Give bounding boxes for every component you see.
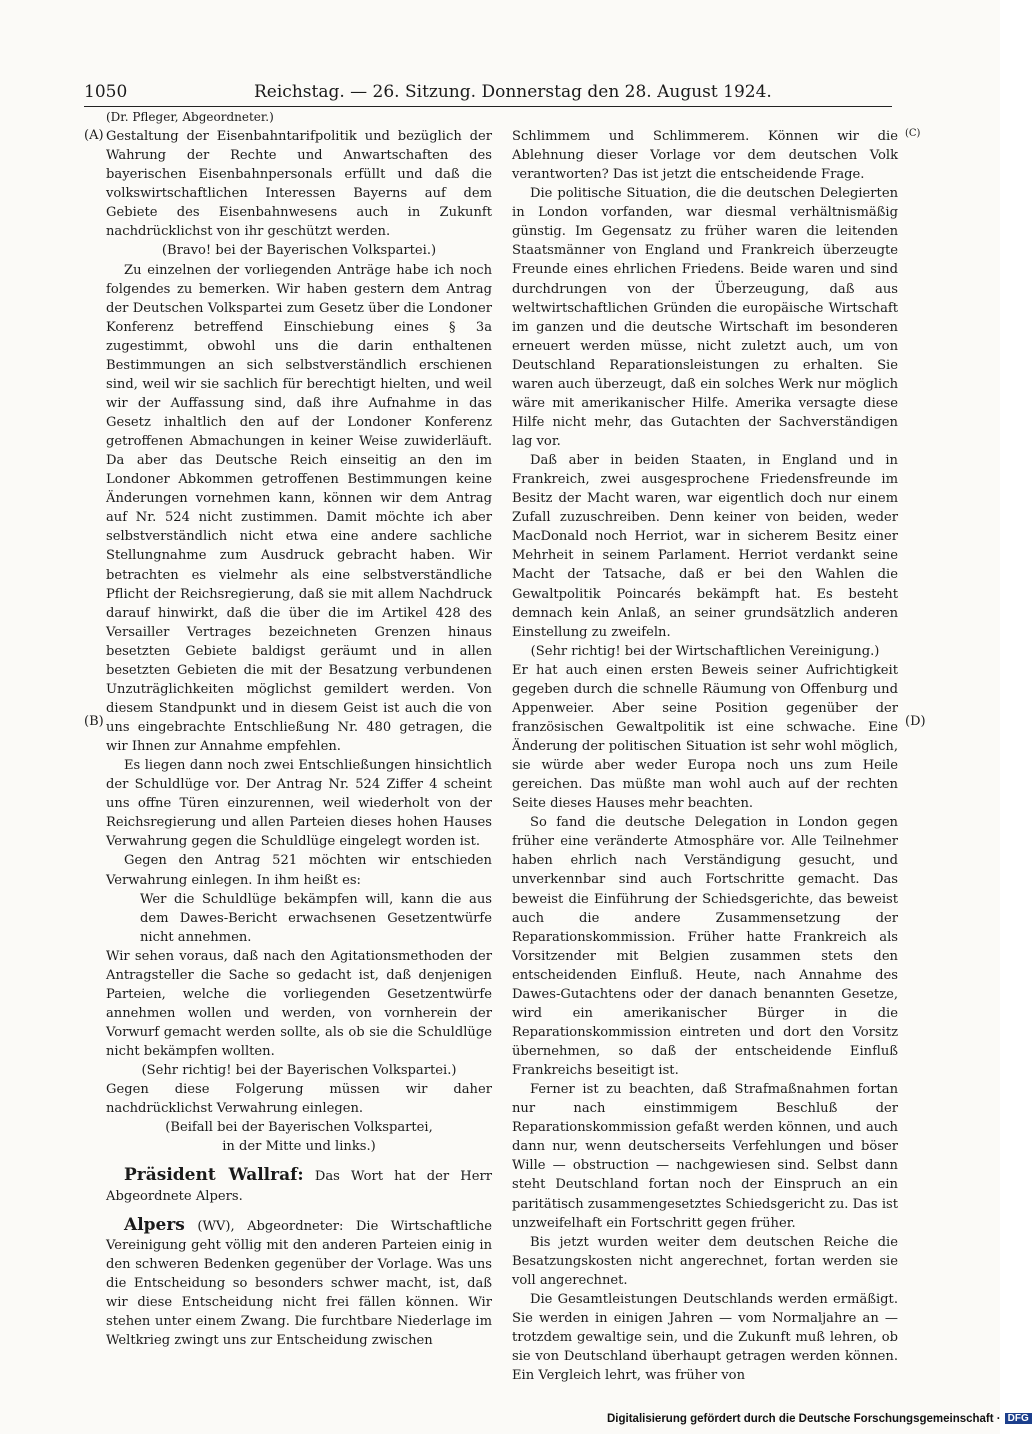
paragraph: Er hat auch einen ersten Beweis seiner Aufrichtigkeit gegeben durch die schnelle Räumung von Offenburg und Appenweier. Aber seine Position gegenüber der französischen Gewaltpolitik ist eine schwache. Eine Änderung der politischen Situation ist sehr wohl möglich, sie würde aber weder Europa noch uns zum Heile gereichen. Das müßte man wohl auch auf der rechten Seite dieses Hauses mehr beachten. bbox=[512, 662, 898, 812]
paragraph: Wir sehen voraus, daß nach den Agitationsmethoden der Antragsteller die Sache so gedacht ist, daß denjenigen Parteien, welche die vorliegenden Gesetzentwürfe annehmen wollen und werden, von vornherein der Vorwurf gemacht werden sollte, als ob sie die Schuldlüge nicht bekämpfen wollten. bbox=[106, 948, 492, 1060]
reaction: (Bravo! bei der Bayerischen Volkspartei.) bbox=[161, 243, 437, 259]
paragraph: Schlimmem und Schlimmerem. Können wir die Ablehnung dieser Vorlage vor dem deutschen Volk verantworten? Das ist jetzt die entscheidende Frage. bbox=[512, 129, 898, 183]
paragraph: Ferner ist zu beachten, daß Strafmaßnahmen fortan nur nach einstimmigem Beschluß der Reparationskommission gefaßt werden können, und auch dann nur, wenn deutscherseits Verfehlungen und böser Wille — obstruction — nachgewiesen sind. Selbst dann steht Deutschland fortan noch der Einspruch an ein paritätisch zusammengesetztes Schiedsgericht zu. Das ist unzweifelhaft ein Fortschritt gegen früher. bbox=[512, 1082, 898, 1231]
paragraph: Gegen den Antrag 521 möchten wir entschieden Verwahrung einlegen. In ihm heißt es: bbox=[106, 853, 492, 888]
reaction: (Sehr richtig! bei der Wirtschaftlichen Vereinigung.) bbox=[530, 643, 880, 659]
header-rule bbox=[84, 106, 892, 107]
page-header bbox=[84, 82, 892, 104]
digitization-footer bbox=[607, 1413, 1029, 1429]
margin-marker-c: (C) bbox=[905, 128, 921, 139]
margin-marker-a: (A) bbox=[84, 128, 104, 143]
paragraph: So fand die deutsche Delegation in London gegen früher eine veränderte Atmosphäre vor. Alle Teilnehmer haben ehrlich nach Verständigung gesucht, und unverkennbar sind auch Fortschritte gemacht. Das beweist die Einführung der Schiedsgerichte, das beweist auch die andere Zusammensetzung der Reparationskommission. Früher hatte Frankreich als Vorsitzender mit Belgien zusammen stets den entscheidenden Einfluß. Heute, nach Annahme des Dawes-Gutachtens oder der danach benannten Gesetze, wird ein amerikanischer Bürger in die Reparationskommission eintreten und dort den Vorsitz übernehmen, so daß der entscheidende Einfluß Frankreichs beseitigt ist. bbox=[512, 815, 898, 1079]
alpers-name: Alpers bbox=[124, 1214, 185, 1235]
margin-marker-b: (B) bbox=[84, 714, 104, 729]
footer-text: Digitalisierung gefördert durch die Deutsche Forschungsgemeinschaft · bbox=[607, 1413, 1001, 1425]
president-name: Präsident Wallraf: bbox=[124, 1165, 304, 1186]
alpers-text: (WV), Abgeordneter: Die Wirtschaftliche Vereinigung geht völlig mit den anderen Parteien einig in den schweren Bedenken gegenüber der Vorlage. Was uns die Entscheidung so besonders schwer macht, ist, daß wir diese Entscheidung nicht frei fällen können. Wir stehen unter einem Zwang. Die furchtbare Niederlage im Weltkrieg zwingt uns zur Entscheidung zwischen bbox=[106, 1218, 492, 1348]
paragraph: Daß aber in beiden Staaten, in England und in Frankreich, zwei ausgesprochene Friedensfreunde im Besitz der Macht waren, war eigentlich doch nur einem Zufall zuzuschreiben. Denn keiner von beiden, weder MacDonald noch Herriot, war in sicherem Besitz einer Mehrheit in seinem Parlament. Herriot verdankt seine Macht der Tatsache, daß er bei den Wahlen die Gewaltpolitik Poincarés bekämpft hat. Es besteht demnach kein Anlaß, an seiner grundsätzlich anderen Einstellung zu zweifeln. bbox=[512, 453, 898, 640]
left-column bbox=[106, 108, 492, 1350]
reaction: (Beifall bei der Bayerischen Volkspartei, bbox=[165, 1120, 433, 1136]
reaction: in der Mitte und links.) bbox=[222, 1139, 376, 1155]
paragraph: Die Gesamtleistungen Deutschlands werden ermäßigt. Sie werden in einigen Jahren — vom Normaljahre an — trotzdem gewaltige sein, und die Zukunft muß lehren, ob sie von Deutschland überhaupt getragen werden können. Ein Vergleich lehrt, was früher von bbox=[512, 1291, 898, 1384]
paragraph: Gestaltung der Eisenbahntarifpolitik und bezüglich der Wahrung der Rechte und Anwartschaften des bayerischen Eisenbahnpersonals erfüllt und daß die volkswirtschaftlichen Interessen Bayerns auf dem Gebiete des Eisenbahnwesens auch in Zukunft nachdrücklichst von ihr geschützt werden. bbox=[106, 129, 492, 240]
dfg-logo: DFG bbox=[1005, 1413, 1032, 1424]
alpers-paragraph bbox=[106, 1216, 492, 1350]
paragraph: Zu einzelnen der vorliegenden Anträge habe ich noch folgendes zu bemerken. Wir haben gestern dem Antrag der Deutschen Volkspartei zum Gesetz über die Londoner Konferenz betreffend Einschiebung eines § 3a zugestimmt, obwohl uns die darin enthaltenen Bestimmungen an sich selbstverständlich erschienen sind, weil wir sie sachlich für berechtigt hielten, und weil wir der Auffassung sind, daß ihre Aufnahme in das Gesetz inhaltlich den auf der Londoner Konferenz getroffenen Abmachungen in keiner Weise zuwiderläuft. Da aber das Deutsche Reich einseitig an den im Londoner Abkommen getroffenen Bestimmungen keine Änderungen vornehmen kann, können wir dem Antrag auf Nr. 524 nicht zustimmen. Damit möchte ich aber selbstverständlich nicht etwa eine andere sachliche Stellungnahme zum Ausdruck gebracht haben. Wir betrachten es vielmehr als eine selbstverständliche Pflicht der Reichsregierung, daß sie mit allem Nachdruck darauf hinwirkt, daß die über die im Artikel 428 des Versailler Vertrages bezeichneten Grenzen hinaus besetzten Gebiete baldigst geräumt und in allen besetzten Gebieten die mit der Besatzung verbundenen Unzuträglichkeiten möglichst gemildert werden. Von diesem Standpunkt und in diesem Geist ist auch die von uns eingebrachte Entschließung Nr. 480 getragen, die wir Ihnen zur Annahme empfehlen. bbox=[106, 262, 492, 755]
running-title: Reichstag. — 26. Sitzung. Donnerstag den 28. August 1924. bbox=[254, 82, 772, 102]
president-text: Das Wort hat der Herr Abgeordnete Alpers. bbox=[106, 1169, 492, 1204]
margin-marker-d: (D) bbox=[905, 714, 926, 729]
president-paragraph bbox=[106, 1166, 492, 1205]
speaker-reference: (Dr. Pfleger, Abgeordneter.) bbox=[106, 110, 274, 124]
reaction: (Sehr richtig! bei der Bayerischen Volkspartei.) bbox=[141, 1063, 457, 1079]
right-column bbox=[512, 127, 898, 1385]
paragraph: Die politische Situation, die die deutschen Delegierten in London vorfanden, war diesmal verhältnismäßig günstig. Im Gegensatz zu früher waren die leitenden Staatsmänner von England und Frankreich überzeugte Freunde eines ehrlichen Friedens. Beide waren und sind durchdrungen von der Überzeugung, daß aus weltwirtschaftlichen Gründen die europäische Wirtschaft im ganzen und die deutsche Wirtschaft im besonderen erneuert werden müsse, nicht zuletzt auch, um von Deutschland Reparationsleistungen zu erhalten. Sie waren auch überzeugt, daß ein solches Werk nur möglich wäre mit amerikanischer Hilfe. Amerika versagte diese Hilfe nicht mehr, das Gutachten der Sachverständigen lag vor. bbox=[512, 186, 898, 449]
paragraph: Es liegen dann noch zwei Entschließungen hinsichtlich der Schuldlüge vor. Der Antrag Nr. 524 Ziffer 4 scheint uns offne Türen einzurennen, weil wiederholt von der Reichsregierung und allen Parteien dieses hohen Hauses Verwahrung gegen die Schuldlüge eingelegt worden ist. bbox=[106, 758, 492, 850]
page-number: 1050 bbox=[84, 82, 128, 102]
quotation: Wer die Schuldlüge bekämpfen will, kann die aus dem Dawes-Bericht erwachsenen Gesetzentwürfe nicht annehmen. bbox=[140, 891, 492, 945]
paragraph: Gegen diese Folgerung müssen wir daher nachdrücklichst Verwahrung einlegen. bbox=[106, 1082, 492, 1117]
paragraph: Bis jetzt wurden weiter dem deutschen Reiche die Besatzungskosten nicht angerechnet, fortan werden sie voll angerechnet. bbox=[512, 1234, 898, 1288]
